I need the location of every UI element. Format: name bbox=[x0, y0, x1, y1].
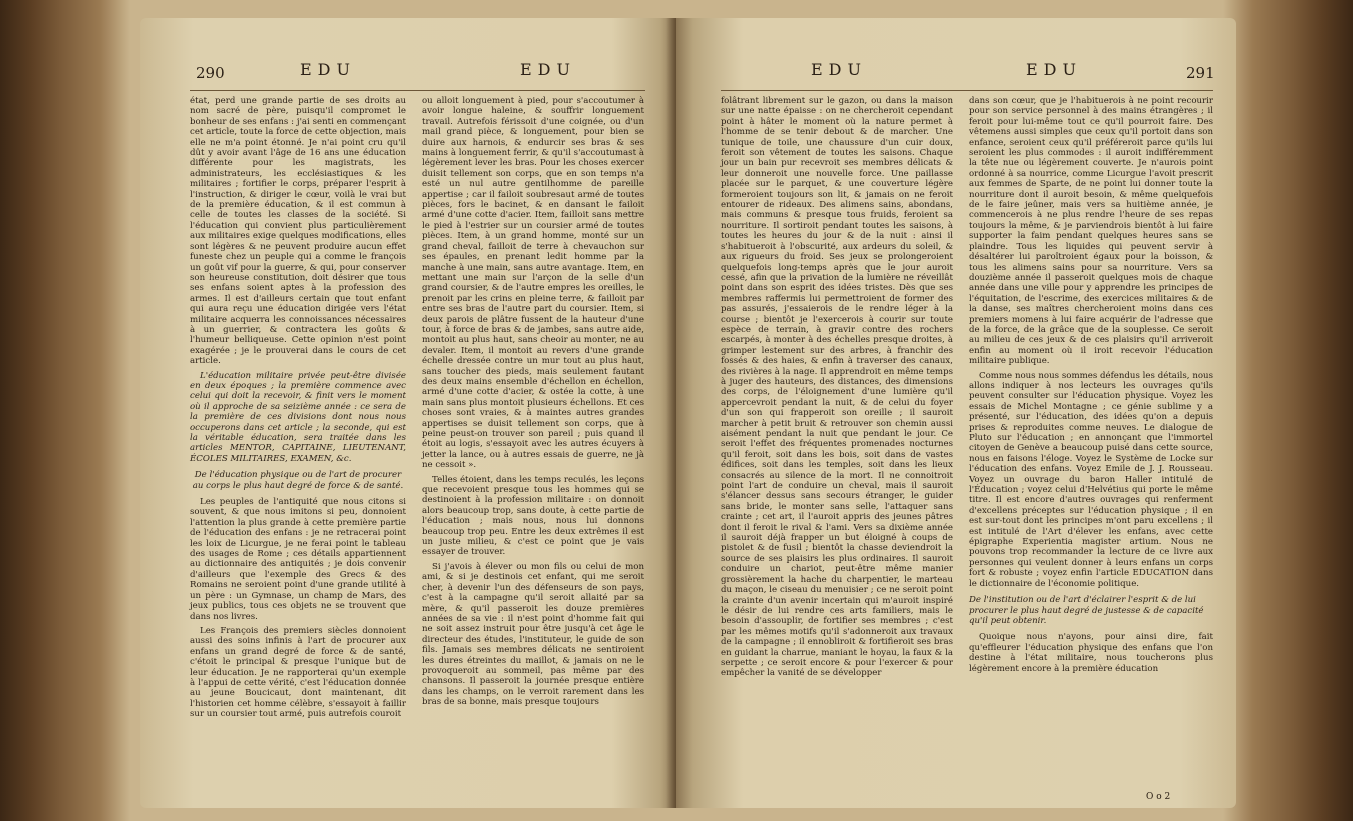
left-running-head-2: EDU bbox=[520, 60, 576, 79]
left-head-rule bbox=[190, 90, 645, 91]
right-page-number: 291 bbox=[1186, 64, 1215, 82]
paragraph: Les peuples de l'antiquité que nous citons si souvent, & que nous imitons si peu, donnoient l'attention la plus grande à cette première partie de l'éducation des enfans : je ne retracerai point les loix de Licurgue, je ne ferai point le tableau des usages de Rome ; ces détails appartiennent au dictionnaire des antiquités ; je dois convenir d'ailleurs que l'exemple des Grecs & des Romains ne seroient point d'une grande utilité à un père : un Gymnase, un champ de Mars, des jeux publics, tous ces objets ne se trouvent que dans nos livres. bbox=[190, 497, 406, 622]
paragraph: Quoique nous n'ayons, pour ainsi dire, fait qu'effleurer l'éducation physique des enfans que l'on destine à l'état militaire, nous toucherons plus légèrement encore à la première éducation bbox=[969, 632, 1213, 674]
right-column-2 bbox=[969, 96, 1213, 678]
paragraph: état, perd une grande partie de ses droits au nom sacré de père, puisqu'il compromet le bonheur de ses enfans : j'ai senti en commençant cet article, toute la force de cette objection, mais elle ne m'a point étonné. Je n'ai point cru qu'il dût y avoir avant l'âge de 16 ans une éducation différente pour les magistrats, les administrateurs, les ecclésiastiques & les militaires ; fortifier le corps, préparer l'esprit à l'instruction, & diriger le cœur, voilà le vrai but de la première éducation, & il est commun à celle de toutes les classes de la société. Si l'éducation qui convient plus particulièrement aux militaires exige quelques modifications, elles sont légères & ne peuvent produire aucun effet funeste chez un peuple qui a comme le françois un goût vif pour la guerre, & qui, pour conserver son heureuse constitution, doit désirer que tous ses enfans soient aptes à la profession des armes. Il est d'ailleurs certain que tout enfant qui aura reçu une éducation dirigée vers l'état militaire acquerra les connoissances nécessaires à un guerrier, & contractera les goûts & l'humeur belliqueuse. Cette opinion n'est point exagérée ; je le prouverai dans le cours de cet article. bbox=[190, 96, 406, 367]
left-running-head-1: EDU bbox=[300, 60, 356, 79]
right-page bbox=[676, 18, 1236, 808]
paragraph: Les François des premiers siècles donnoient aussi des soins infinis à l'art de procurer aux enfans un grand degré de force & de santé, c'étoit le principal & presque l'unique but de leur éducation. Je ne rapporterai qu'un exemple à l'appui de cette vérité, c'est l'éducation donnée au jeune Boucicaut, dont maintenant, dit l'historien cet homme célèbre, s'essayoit à faillir sur un coursier tout armé, puis autrefois couroit bbox=[190, 625, 406, 720]
right-running-head-2: EDU bbox=[1026, 60, 1082, 79]
right-running-head-1: EDU bbox=[811, 60, 867, 79]
paragraph: Si j'avois à élever ou mon fils ou celui de mon ami, & si je destinois cet enfant, qui me seroit cher, à devenir l'un des défenseurs de son pays, c'est à la campagne qu'il seroit allaité par sa mère, & qu'il passeroit les douze premières années de sa vie : il n'est point d'homme fait qui ne soit assez instruit pour être jusqu'à cet âge le directeur des études, l'instituteur, le guide de son fils. Jamais ses membres délicats ne sentiroient les dures étreintes du maillot, & jamais on ne le provoqueroit au sommeil, pas même par des chansons. Il passeroit la journée presque entière dans les champs, on le verroit rarement dans les bras de sa bonne, mais presque toujours bbox=[422, 561, 644, 708]
paragraph: folâtrant librement sur le gazon, ou dans la maison sur une natte épaisse : on ne chercheroit cependant point à hâter le moment où la nature permet à l'homme de se tenir debout & de marcher. Une tunique de toile, une chaussure d'un cuir doux, feroit son vêtement de toutes les saisons. Chaque jour un bain pur recevroit ses membres délicats & leur donneroit une nouvelle force. Une paillasse placée sur le parquet, & une couverture légère formeroient toujours son lit, & jamais on ne feroit entourer de rideaux. Des alimens sains, abondans, mais communs & presque tous fruids, feroient sa nourriture. Il sortiroit pendant toutes les saisons, à toutes les heures du jour & de la nuit : ainsi il s'habitueroit à l'obscurité, aux ardeurs du soleil, & aux rigueurs du froid. Ses jeux se prolongeroient quelquefois long-temps après que le jour auroit cessé, afin que la privation de la lumière ne réveillât point dans son esprit des idées tristes. Dès que ses membres raffermis lui permettroient de former des pas assurés, j'essaierois de le rendre léger à la course ; bientôt je l'exercerois à courir sur toute espèce de terrain, à gravir contre des rochers escarpés, à monter à des échelles presque droites, à grimper lestement sur des arbres, à franchir des fossés & des haies, & enfin à traverser des canaux, des rivières à la nage. Il apprendroit en même temps à juger des hauteurs, des distances, des dimensions des corps, de l'éloignement d'une lumière qu'il appercevroit pendant la nuit, & de celui du foyer d'un son qui frapperoit son oreille ; il sauroit marcher à petit bruit & retrouver son chemin aussi aisément pendant la nuit que pendant le jour. Ce seroit l'effet des fréquentes promenades nocturnes qu'il feroit, soit dans les bois, soit dans de vastes édifices, soit dans les temples, soit dans les lieux consacrés au silence de la mort. Il ne connoitroit point l'art de conduire un cheval, mais il sauroit s'élancer dessus sans secours étranger, le guider sans bride, le monter sans selle, l'attaquer sans crainte ; cet art, il l'auroit appris des jeunes pâtres dont il feroit le rival & l'ami. Vers sa dixième année il sauroit déjà frapper un but éloigné à coups de pistolet & de fusil ; bientôt la chasse deviendroit la source de ses plaisirs les plus ordinaires. Il sauroit conduire un chariot, peut-être même manier grossièrement la hache du charpentier, le marteau du maçon, le ciseau du menuisier ; ce ne seroit point la crainte d'un avenir incertain qui m'auroit inspiré le désir de lui rendre ces arts familiers, mais le besoin d'assouplir, de fortifier ses membres ; c'est par les mêmes motifs qu'il s'adonneroit aux travaux de la campagne ; il ennobliroit & fortifieroit ses bras en guidant la charrue, maniant le hoyau, la faux & la serpette ; ce seroit encore & pour l'exercer & pour empêcher la vanité de se développer bbox=[721, 96, 953, 679]
paragraph: Telles étoient, dans les temps reculés, les leçons que recevoient presque tous les hommes qui se destinoient à la profession militaire : on donnoit alors beaucoup trop, sans doute, à cette partie de l'éducation ; mais nous, nous lui donnons beaucoup trop peu. Entre les deux extrêmes il est un juste milieu, & c'est ce point que je vais essayer de trouver. bbox=[422, 474, 644, 558]
paragraph: L'éducation militaire privée peut-être divisée en deux époques ; la première commence avec celui qui doit la recevoir, & finit vers le moment où il approche de sa seizième année : ce sera de la première de ces divisions dont nous nous occuperons dans cet article ; la seconde, qui est la véritable éducation, sera traitée dans les articles MENTOR, CAPITAINE, LIEUTENANT, ÉCOLES MILITAIRES, EXAMEN, &c. bbox=[190, 370, 406, 464]
left-page bbox=[140, 18, 676, 808]
left-column-1 bbox=[190, 96, 406, 724]
paragraph: Comme nous nous sommes défendus les détails, nous allons indiquer à nos lecteurs les ouvrages qu'ils peuvent consulter sur l'éducation physique. Voyez les essais de Michel Montagne ; ce génie sublime y a présenté, sur l'éducation, des idées qu'on a depuis prises & reproduites comme neuves. Le dialogue de Pluto sur l'éducation ; en annonçant que l'immortel citoyen de Genève a beaucoup puisé dans cette source, nous en faisons l'éloge. Voyez le Système de Locke sur l'éducation des enfans. Voyez Emile de J. J. Rousseau. Voyez un ouvrage du baron Haller intitulé de l'Éducation ; voyez celui d'Helvétius qui porte le même titre. Il est encore d'autres ouvrages qui renferment d'excellens préceptes sur l'éducation physique ; il en est sur-tout dont les principes m'ont paru excellens ; il est intitulé de l'Art d'élever les enfans, avec cette épigraphe Experientia magister artium. Nous ne pouvons trop recommander la lecture de ce livre aux personnes qui veulent donner à leurs enfans un corps fort & robuste ; voyez enfin l'article EDUCATION dans le dictionnaire de l'économie politique. bbox=[969, 370, 1213, 589]
section-heading: De l'éducation physique ou de l'art de procurer au corps le plus haut degré de force & de santé. bbox=[192, 470, 404, 491]
left-page-number: 290 bbox=[196, 64, 225, 82]
signature-mark: O o 2 bbox=[1146, 792, 1171, 802]
paragraph: dans son cœur, que je l'habituerois à ne point recourir pour son service personnel à des mains étrangères ; il feroit pour lui-même tout ce qu'il pourroit faire. Des vêtemens aussi simples que ceux qu'il portoit dans son enfance, seroient ceux qu'il préféreroit parce qu'ils lui seroient les plus commodes : il auroit indifféremment la tête nue ou légèrement couverte. Je n'aurois point ordonné à sa nourrice, comme Licurgue l'avoit prescrit aux femmes de Sparte, de ne point lui donner toute la nourriture dont il auroit besoin, & même quelquefois de le faire jeûner, mais vers sa huitième année, je commencerois à ne plus rendre l'heure de ses repas toujours la même, & je parviendrois bientôt à lui faire supporter la faim pendant quelques heures sans se plaindre. Tous les liquides qui peuvent servir à désaltérer lui paroîtroient égaux pour la boisson, & tous les alimens sains pour sa nourriture. Vers sa douzième année il passeroit quelques mois de chaque année dans une ville pour y apprendre les principes de l'équitation, de l'escrime, des exercices militaires & de la danse, ses maîtres chercheroient moins dans ces premiers momens à lui faire acquérir de l'adresse que de la force, de la grâce que de la souplesse. Ce seroit au milieu de ces jeux & de ces plaisirs qu'il arriveroit enfin au moment où il iroit recevoir l'éducation militaire publique. bbox=[969, 96, 1213, 367]
right-head-rule bbox=[721, 90, 1213, 91]
right-column-1 bbox=[721, 96, 953, 683]
paragraph: ou alloit longuement à pied, pour s'accoutumer à avoir longue haleine, & souffrir longuement travail. Autrefois férissoit d'une coignée, ou d'un mail grand pièce, & longuement, pour bien se duire aux harnois, & endurcir ses bras & ses mains à longuement ferrir, & qu'il s'accoutumast à légèrement lever les bras. Pour les choses exercer duisit tellement son corps, que en son temps n'a esté un nul autre gentilhomme de pareille appertise ; car il failoit soubresaut armé de toutes pièces, fors le bacinet, & en dansant le failoit armé d'une cotte d'acier. Item, failloit sans mettre le pied à l'estrier sur un coursier armé de toutes pièces. Item, à un grand homme, monté sur un grand cheval, failloit de terre à chevauchon sur ses épaules, en prenant ledit homme par la manche à une main, sans autre avantage. Item, en mettant une main sur l'arçon de la selle d'un grand coursier, & de l'autre empres les oreilles, le prenoit par les crins en pleine terre, & failloit par entre ses bras de l'autre part du coursier. Item, si deux parois de plâtre fussent de la hauteur d'une tour, à force de bras & de jambes, sans autre aide, montoit au plus haut, sans cheoir au monter, ne au devaler. Item, il montoit au revers d'une grande échelle dressée contre un mur tout au plus haut, sans toucher des pieds, mais seulement fautant des deux mains ensemble d'échellon en échellon, armé d'une cotte d'acier, & ostée la cotte, à une main sans plus montoit plusieurs échellons. Et ces choses sont vraies, & à maintes autres grandes appertises se duisit tellement son corps, que à peine peust-on trouver son pareil ; puis quand il étoit au logis, s'essayoit avec les autres écuyers à jetter la lance, ou à autres essais de guerre, ne jà ne cessoit ». bbox=[422, 96, 644, 471]
section-heading: De l'institution ou de l'art d'éclairer l'esprit & de lui procurer le plus haut degré de justesse & de capacité qu'il peut obtenir. bbox=[969, 595, 1204, 626]
left-column-2 bbox=[422, 96, 644, 712]
